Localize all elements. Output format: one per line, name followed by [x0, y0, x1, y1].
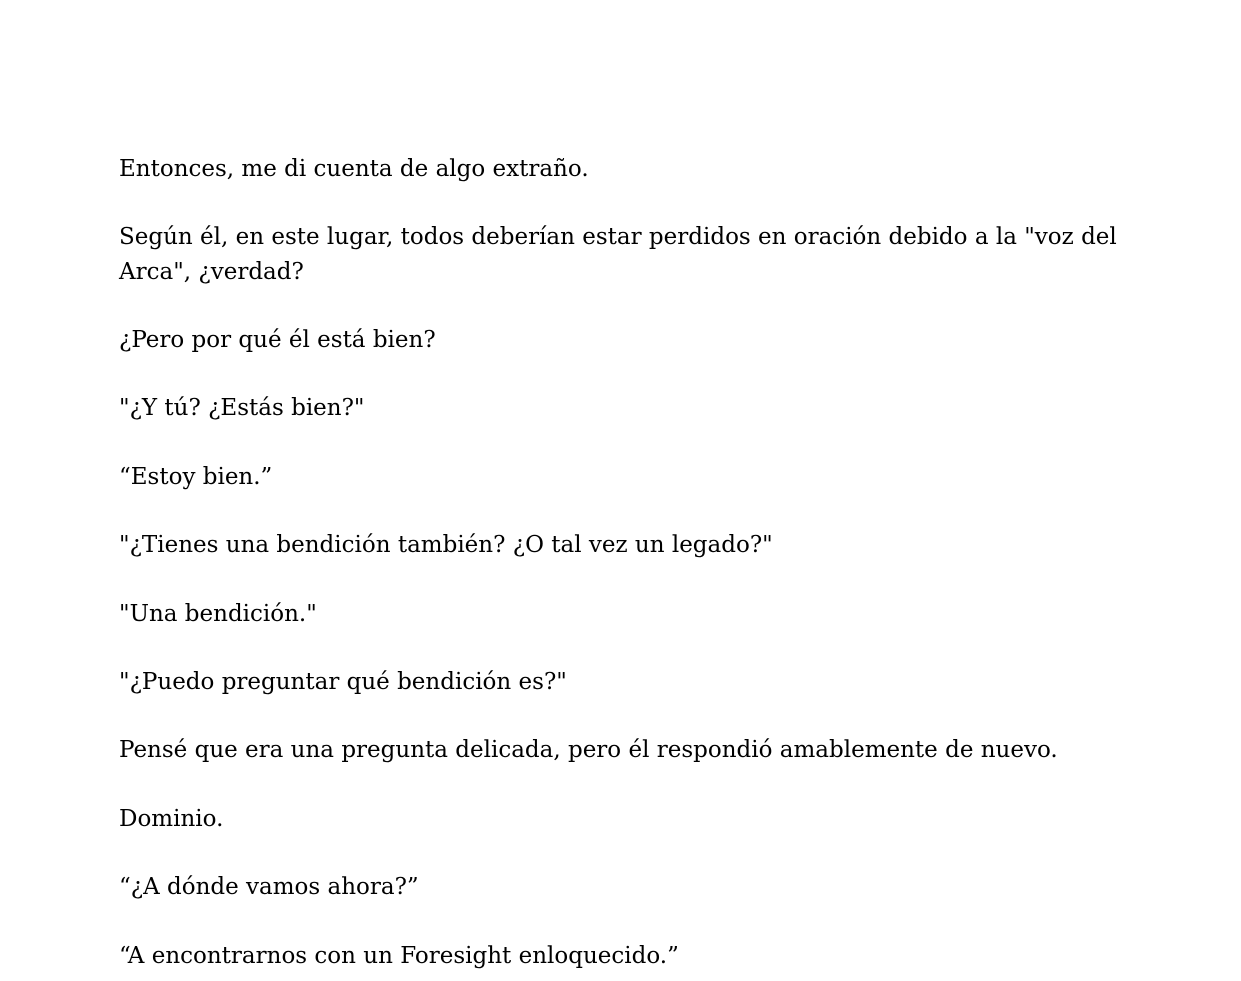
- paragraph: “Estoy bien.”: [119, 463, 273, 490]
- paragraph: "¿Puedo preguntar qué bendición es?": [119, 668, 567, 695]
- paragraph: "¿Y tú? ¿Estás bien?": [119, 395, 365, 422]
- paragraph: Pensé que era una pregunta delicada, pero él respondió amablemente de nuevo.: [119, 737, 1058, 764]
- paragraph: "Una bendición.": [119, 600, 317, 627]
- document-body: [119, 152, 1129, 973]
- paragraph: Dominio.: [119, 805, 224, 832]
- paragraph: Entonces, me di cuenta de algo extraño.: [119, 156, 589, 182]
- paragraph: "¿Tienes una bendición también? ¿O tal vez un legado?": [119, 532, 773, 559]
- paragraph: “¿A dónde vamos ahora?”: [119, 874, 419, 901]
- paragraph: “A encontrarnos con un Foresight enloquecido.”: [119, 942, 679, 969]
- paragraph: Según él, en este lugar, todos deberían estar perdidos en oración debido a la "voz del Arca", ¿verdad?: [119, 224, 1117, 285]
- paragraph: ¿Pero por qué él está bien?: [119, 326, 436, 353]
